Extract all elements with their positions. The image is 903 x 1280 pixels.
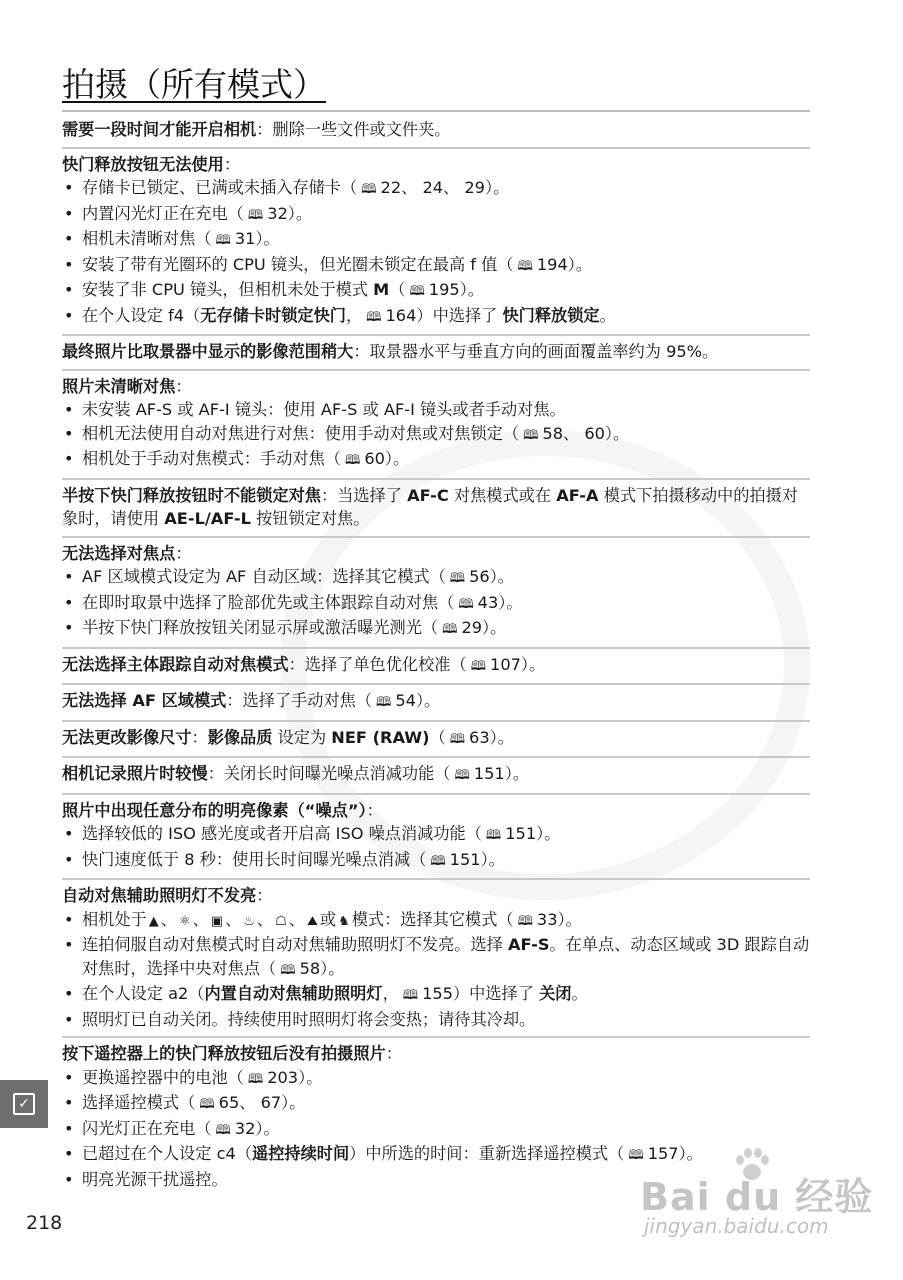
list-item: • 更换遥控器中的电池（ 🕮 203）。 [62,1066,810,1092]
section-head: 需要一段时间才能开启相机 [62,120,257,139]
troubleshooting-icon: ✓ [13,1093,35,1115]
section-head: 照片未清晰对焦 [62,376,176,396]
list-item: • 相机处于 ▲ 、 ⚛ 、 ▣ 、 ♨ 、 ☖ 、 ⛰ 或 ♞ 模式：选择其它模式（ 🕮 33）。 [62,908,810,934]
book-icon: 🕮 [628,1148,644,1163]
book-icon: 🕮 [458,596,474,612]
section-slow-startup [62,114,810,149]
book-icon: 🕮 [430,853,446,869]
section-shutter-disabled: 快门释放按钮无法使用： • 存储卡已锁定、已满或未插入存储卡（ 🕮 22、 24、 29）。 • 内置闪光灯正在充电（ 🕮 32）。 • 相机未清晰对焦（ 🕮 31）。 • 安装了带有光圈环的 CPU 镜头，但光圈未锁定在最高 f 值（ 🕮 194）。 • 安装了非 CPU 镜头，但相机未处于模式 M（ 🕮 195）。 • 在个人设定 f4（无存储卡时锁定快门， 🕮 164）中选择了 快门释放锁定。 [62,149,810,337]
book-icon: 🕮 [409,284,425,299]
section-head: 最终照片比取景器中显示的影像范围稍大 [62,342,354,361]
list-item: • 照明灯已自动关闭。持续使用时照明灯将会变热；请待其冷却。 [62,1008,810,1032]
troubleshooting-list [62,114,810,1196]
section-head: 按下遥控器上的快门释放按钮后没有拍摄照片 [62,1044,386,1063]
list-item: • AF 区域模式设定为 AF 自动区域：选择其它模式（ 🕮 56）。 [62,565,810,591]
book-icon: 🕮 [470,658,487,674]
book-icon: 🕮 [280,962,296,978]
section-af-area: 无法选择 AF 区域模式：选择了手动对焦（ 🕮 54）。 [62,685,810,722]
section-image-size: 无法更改影像尺寸：影像品质 设定为 NEF (RAW)（ 🕮 63）。 [62,722,810,759]
section-af-assist: 自动对焦辅助照明灯不发亮： • 相机处于 ▲ 、 ⚛ 、 ▣ 、 ♨ 、 ☖ 、 ⛰ 或 ♞ 模式：选择其它模式（ 🕮 33）。 • 连拍伺服自动对焦模式时自动对焦辅助照明灯不发亮。选择 AF-S。在单点、动态区域或 3D 跟踪自动对焦时，选择中央对焦点（ 🕮 58）。 • 在个人设定 a2（内置自动对焦辅助照明灯， 🕮 155）中选择了 关闭。 • 照明灯已自动关闭。持续使用时照明灯将会变热；请待其冷却。 [62,880,810,1038]
book-icon: 🕮 [215,233,231,248]
page-title: 拍摄（所有模式） [62,65,326,104]
book-icon: 🕮 [366,309,382,325]
list-item: • 已超过在个人设定 c4（遥控持续时间）中所选的时间：重新选择遥控模式（ 🕮 157）。 [62,1142,810,1168]
list-item: • 闪光灯正在充电（ 🕮 32）。 [62,1117,810,1143]
list-item: • 存储卡已锁定、已满或未插入存储卡（ 🕮 22、 24、 29）。 [62,176,810,202]
book-icon: 🕮 [247,207,264,223]
book-icon: 🕮 [215,1122,231,1138]
night-landscape-mode-icon: ▣ [210,913,224,929]
list-item: • 快门速度低于 8 秒：使用长时间曝光噪点消减（ 🕮 151）。 [62,848,810,874]
book-icon: 🕮 [485,828,502,843]
sunset-mode-icon: ⛰ [306,913,318,929]
list-item: • 相机处于手动对焦模式：手动对焦（ 🕮 60）。 [62,447,810,473]
book-icon: 🕮 [523,427,539,443]
page-number: 218 [26,1212,63,1234]
book-icon: 🕮 [449,731,466,747]
book-icon: 🕮 [345,453,361,468]
list-item: • 选择遥控模式（ 🕮 65、 67）。 [62,1091,810,1117]
book-icon: 🕮 [442,622,458,637]
book-icon: 🕮 [517,258,533,274]
section-remote: 按下遥控器上的快门释放按钮后没有拍摄照片： • 更换遥控器中的电池（ 🕮 203）。 • 选择遥控模式（ 🕮 65、 67）。 • 闪光灯正在充电（ 🕮 32）。 • 已超过在个人设定 c4（遥控持续时间）中所选的时间：重新选择遥控模式（ 🕮 157）。 • 明亮光源干扰遥控。 [62,1038,810,1196]
book-icon: 🕮 [454,768,470,783]
list-item: • 选择较低的 ISO 感光度或者开启高 ISO 噪点消减功能（ 🕮 151）。 [62,822,810,848]
section-focus-point: 无法选择对焦点： • AF 区域模式设定为 AF 自动区域：选择其它模式（ 🕮 56）。 • 在即时取景中选择了脸部优先或主体跟踪自动对焦（ 🕮 43）。 • 半按下快门释放按钮关闭显示屏或激活曝光测光（ 🕮 29）。 [62,538,810,649]
list-item: • 安装了非 CPU 镜头，但相机未处于模式 M（ 🕮 195）。 [62,278,810,304]
section-subject-tracking: 无法选择主体跟踪自动对焦模式：选择了单色优化校准（ 🕮 107）。 [62,649,810,686]
section-head: 半按下快门释放按钮时不能锁定对焦 [62,485,321,505]
book-icon: 🕮 [402,988,419,1003]
section-out-of-focus: 照片未清晰对焦： • 未安装 AF-S 或 AF-I 镜头：使用 AF-S 或 AF-I 镜头或者手动对焦。 • 相机无法使用自动对焦进行对焦：使用手动对焦或对焦锁定（ 🕮 58、 60）。 • 相机处于手动对焦模式：手动对焦（ 🕮 60）。 [62,371,810,480]
baidu-logo-text: Bai du 经验 [640,1175,874,1219]
list-item: • 相机无法使用自动对焦进行对焦：使用手动对焦或对焦锁定（ 🕮 58、 60）。 [62,422,810,448]
beach-snow-mode-icon: ☖ [275,913,287,929]
section-frame-coverage [62,336,810,371]
list-item: • 在个人设定 a2（内置自动对焦辅助照明灯， 🕮 155）中选择了 关闭。 [62,982,810,1008]
section-head: 无法选择对焦点 [62,543,176,563]
section-head: 无法选择主体跟踪自动对焦模式 [62,654,289,674]
baidu-watermark [640,1148,880,1248]
section-head: 自动对焦辅助照明灯不发亮 [62,886,257,905]
book-icon: 🕮 [361,182,377,197]
section-head: 照片中出现任意分布的明亮像素（“噪点”） [62,800,367,820]
chapter-tab [0,1080,48,1128]
list-item: • 半按下快门释放按钮关闭显示屏或激活曝光测光（ 🕮 29）。 [62,616,810,642]
landscape-mode-icon: ▲ [148,913,159,929]
section-head: 无法选择 AF 区域模式 [62,691,227,710]
list-item: • 内置闪光灯正在充电（ 🕮 32）。 [62,202,810,228]
baidu-url: jingyan.baidu.com [644,1214,829,1238]
section-head: 无法更改影像尺寸 [62,727,192,747]
section-noise: 照片中出现任意分布的明亮像素（“噪点”）： • 选择较低的 ISO 感光度或者开启高 ISO 噪点消减功能（ 🕮 151）。 • 快门速度低于 8 秒：使用长时间曝光噪点消减（ 🕮 151）。 [62,795,810,881]
book-icon: 🕮 [199,1097,215,1112]
list-item: • 在即时取景中选择了脸部优先或主体跟踪自动对焦（ 🕮 43）。 [62,591,810,617]
list-item: • 安装了带有光圈环的 CPU 镜头，但光圈未锁定在最高 f 值（ 🕮 194）。 [62,253,810,279]
book-icon: 🕮 [517,913,533,929]
list-item: • 连拍伺服自动对焦模式时自动对焦辅助照明灯不发亮。选择 AF-S。在单点、动态区域或 3D 跟踪自动对焦时，选择中央对焦点（ 🕮 58）。 [62,933,810,982]
section-text: ：取景器水平与垂直方向的画面覆盖率约为 95%。 [353,342,719,361]
section-slow-recording: 相机记录照片时较慢：关闭长时间曝光噪点消减功能（ 🕮 151）。 [62,758,810,795]
section-focus-lock: 半按下快门释放按钮时不能锁定对焦：当选择了 AF-C 对焦模式或在 AF-A 模式下拍摄移动中的拍摄对象时，请使用 AE-L/AF-L 按钮锁定对焦。 [62,480,810,538]
list-item: • 在个人设定 f4（无存储卡时锁定快门， 🕮 164）中选择了 快门释放锁定。 [62,304,810,330]
list-item: • 未安装 AF-S 或 AF-I 镜头：使用 AF-S 或 AF-I 镜头或者手动对焦。 [62,398,810,422]
book-icon: 🕮 [376,695,392,710]
list-item: • 相机未清晰对焦（ 🕮 31）。 [62,227,810,253]
pet-portrait-mode-icon: ♞ [338,913,350,929]
section-head: 快门释放按钮无法使用 [62,154,224,174]
title-rule [62,110,810,112]
list-item: • 明亮光源干扰遥控。 [62,1168,810,1192]
book-icon: 🕮 [449,571,466,586]
book-icon: 🕮 [247,1071,264,1087]
food-mode-icon: ♨ [243,913,255,929]
section-head: 相机记录照片时较慢 [62,764,208,783]
sports-mode-icon: ⚛ [178,913,191,929]
section-text: ：删除一些文件或文件夹。 [256,120,451,139]
